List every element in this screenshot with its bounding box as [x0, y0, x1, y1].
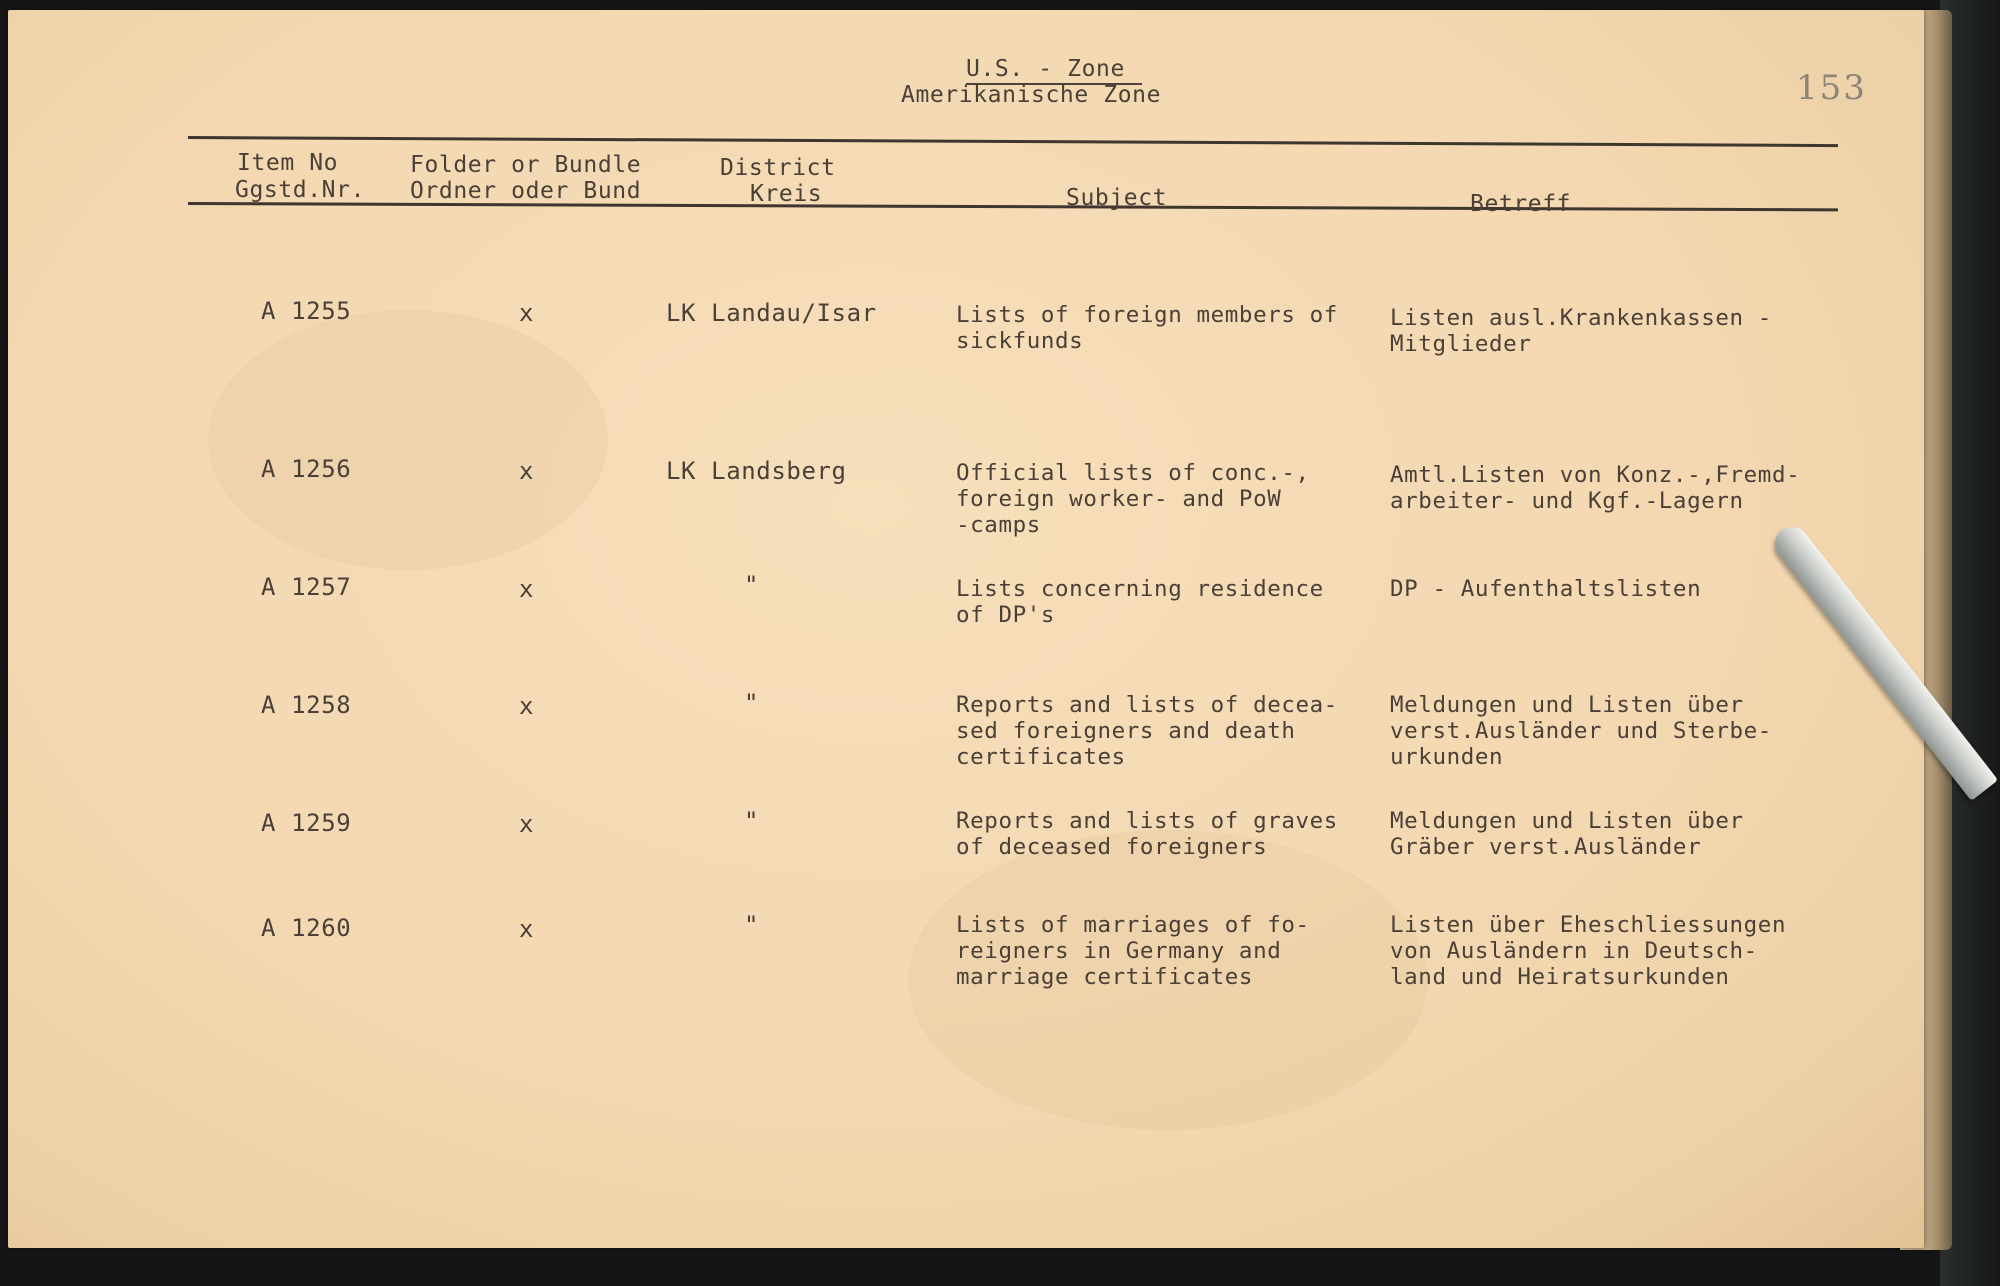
row-item: A 1256 — [261, 455, 352, 483]
paper-stain — [208, 310, 608, 570]
row-item: A 1259 — [261, 809, 352, 837]
zone-title: U.S. - Zone — [966, 56, 1125, 82]
row-subject: Lists of marriages of fo- reigners in Germany and marriage certificates — [956, 912, 1310, 990]
row-district: LK Landau/Isar — [666, 299, 877, 327]
row-subject: Official lists of conc.-, foreign worker- and PoW -camps — [956, 460, 1310, 538]
row-folder: x — [519, 915, 535, 943]
page-number: 153 — [1796, 68, 1867, 108]
col-header-item-en: Item No — [237, 150, 339, 176]
row-folder: x — [519, 575, 535, 603]
row-subject: Lists of foreign members of sickfunds — [956, 302, 1338, 354]
row-district: LK Landsberg — [666, 457, 847, 485]
row-item: A 1257 — [261, 573, 352, 601]
row-betreff: Amtl.Listen von Konz.-,Fremd- arbeiter- und Kgf.-Lagern — [1390, 462, 1801, 514]
row-folder: x — [519, 299, 535, 327]
row-item: A 1255 — [261, 297, 352, 325]
row-betreff: DP - Aufenthaltslisten — [1390, 576, 1702, 602]
row-district-ditto: " — [744, 911, 760, 939]
row-folder: x — [519, 810, 535, 838]
col-header-folder-de: Ordner oder Bund — [410, 178, 642, 204]
row-subject: Reports and lists of graves of deceased foreigners — [956, 808, 1338, 860]
row-subject: Lists concerning residence of DP's — [956, 576, 1324, 628]
zone-subtitle: Amerikanische Zone — [901, 82, 1162, 108]
row-district-ditto: " — [744, 689, 760, 717]
row-item: A 1258 — [261, 691, 352, 719]
header-rule-top — [188, 136, 1838, 147]
col-header-folder-en: Folder or Bundle — [410, 152, 642, 178]
row-folder: x — [519, 457, 535, 485]
row-betreff: Meldungen und Listen über verst.Ausländer und Sterbe- urkunden — [1390, 692, 1772, 770]
row-item: A 1260 — [261, 914, 352, 942]
col-header-district-en: District — [720, 155, 836, 181]
row-subject: Reports and lists of decea- sed foreigners and death certificates — [956, 692, 1338, 770]
row-district-ditto: " — [744, 807, 760, 835]
col-header-betreff: Betreff — [1470, 191, 1572, 217]
row-district-ditto: " — [744, 571, 760, 599]
row-betreff: Listen ausl.Krankenkassen - Mitglieder — [1390, 305, 1772, 357]
row-betreff: Listen über Eheschliessungen von Ausländern in Deutsch- land und Heiratsurkunden — [1390, 912, 1787, 990]
document-page — [8, 10, 1924, 1248]
row-betreff: Meldungen und Listen über Gräber verst.Ausländer — [1390, 808, 1744, 860]
col-header-district-de: Kreis — [750, 181, 823, 207]
col-header-item-de: Ggstd.Nr. — [235, 177, 366, 203]
col-header-subject: Subject — [1066, 185, 1168, 211]
row-folder: x — [519, 692, 535, 720]
